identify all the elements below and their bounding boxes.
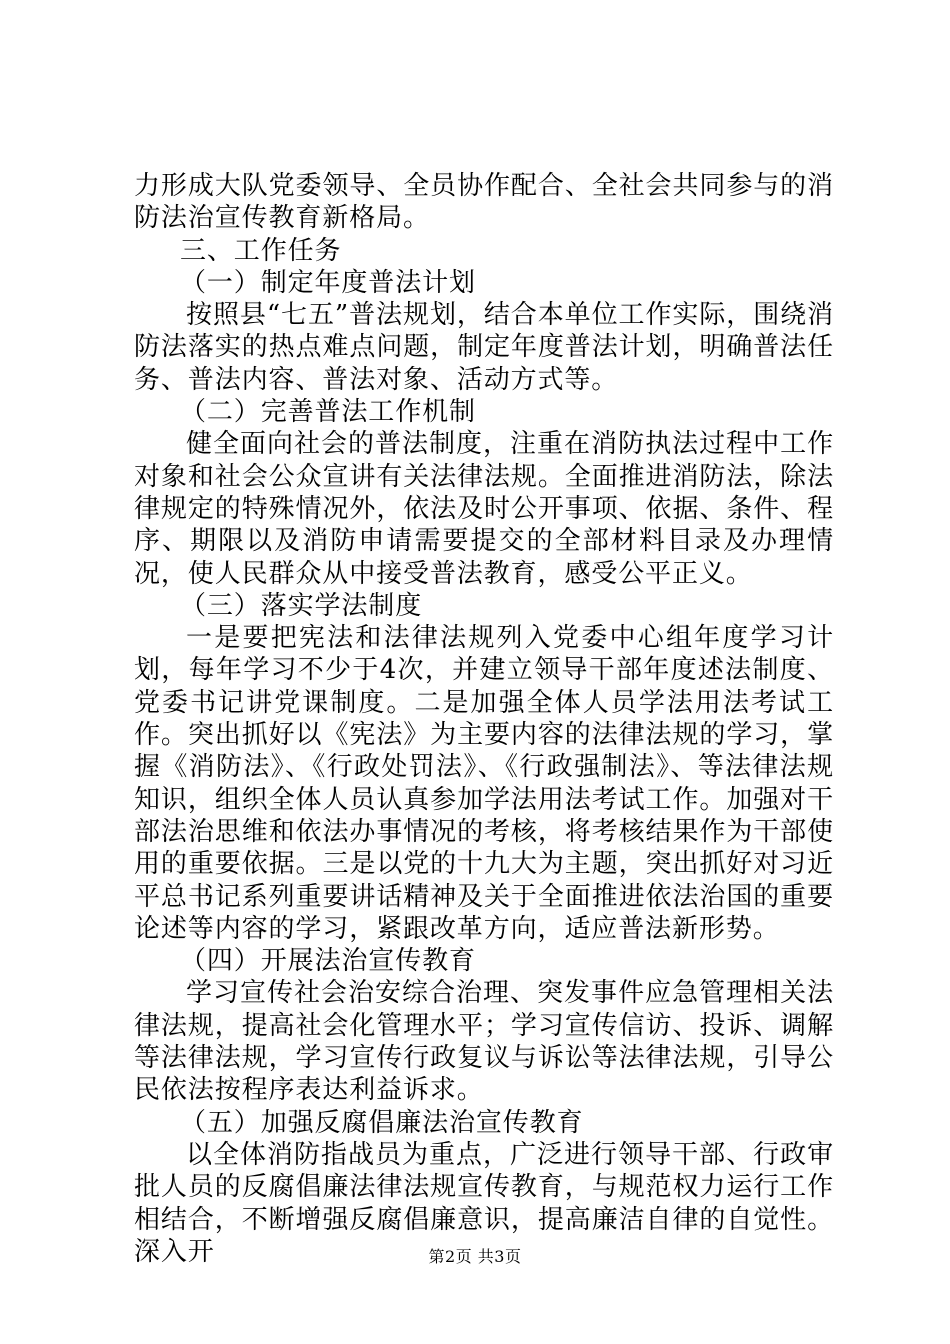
paragraph-2: 健全面向社会的普法制度，注重在消防执法过程中工作对象和社会公众宣讲有关法律法规。全面推进消防法，除法律规定的特殊情况外，依法及时公开事项、依据、条件、程序、期限以及消防申请需要提交的全部材料目录及办理情况，使人民群众从中接受普法教育，感受公平正义。	[134, 429, 834, 589]
subsection-heading-1: （一）制定年度普法计划	[180, 267, 476, 298]
subsection-heading-2: （二）完善普法工作机制	[180, 397, 476, 428]
subsection-heading-3: （三）落实学法制度	[180, 590, 423, 621]
paragraph-0: 力形成大队党委领导、全员协作配合、全社会共同参与的消防法治宣传教育新格局。	[134, 171, 834, 234]
subsection-heading-5: （五）加强反腐倡廉法治宣传教育	[180, 1107, 584, 1138]
section-heading-tasks: 三、工作任务	[180, 235, 342, 266]
paragraph-1: 按照县“七五”普法规划，结合本单位工作实际，围绕消防法落实的热点难点问题，制定年度普法计划，明确普法任务、普法内容、普法对象、活动方式等。	[134, 300, 834, 395]
page-number-footer: 第2页 共3页	[428, 1247, 522, 1266]
paragraph-3: 一是要把宪法和法律法规列入党委中心组年度学习计划，每年学习不少于4次，并建立领导干部年度述法制度、党委书记讲党课制度。二是加强全体人员学法用法考试工作。突出抓好以《宪法》为主要内容的法律法规的学习，掌握《消防法》、《行政处罚法》、《行政强制法》、等法律法规知识，组织全体人员认真参加学法用法考试工作。加强对干部法治思维和依法办事情况的考核，将考核结果作为干部使用的重要依据。三是以党的十九大为主题，突出抓好对习近平总书记系列重要讲话精神及关于全面推进依法治国的重要论述等内容的学习，紧跟改革方向，适应普法新形势。	[134, 623, 834, 944]
paragraph-5: 以全体消防指战员为重点，广泛进行领导干部、行政审批人员的反腐倡廉法律法规宣传教育，与规范权力运行工作相结合，不断增强反腐倡廉意识，提高廉洁自律的自觉性。深入开	[134, 1139, 834, 1267]
document-body	[134, 170, 834, 1268]
paragraph-4: 学习宣传社会治安综合治理、突发事件应急管理相关法律法规，提高社会化管理水平；学习宣传信访、投诉、调解等法律法规，学习宣传行政复议与诉讼等法律法规，引导公民依法按程序表达利益诉求。	[134, 978, 834, 1106]
subsection-heading-4: （四）开展法治宣传教育	[180, 946, 476, 977]
